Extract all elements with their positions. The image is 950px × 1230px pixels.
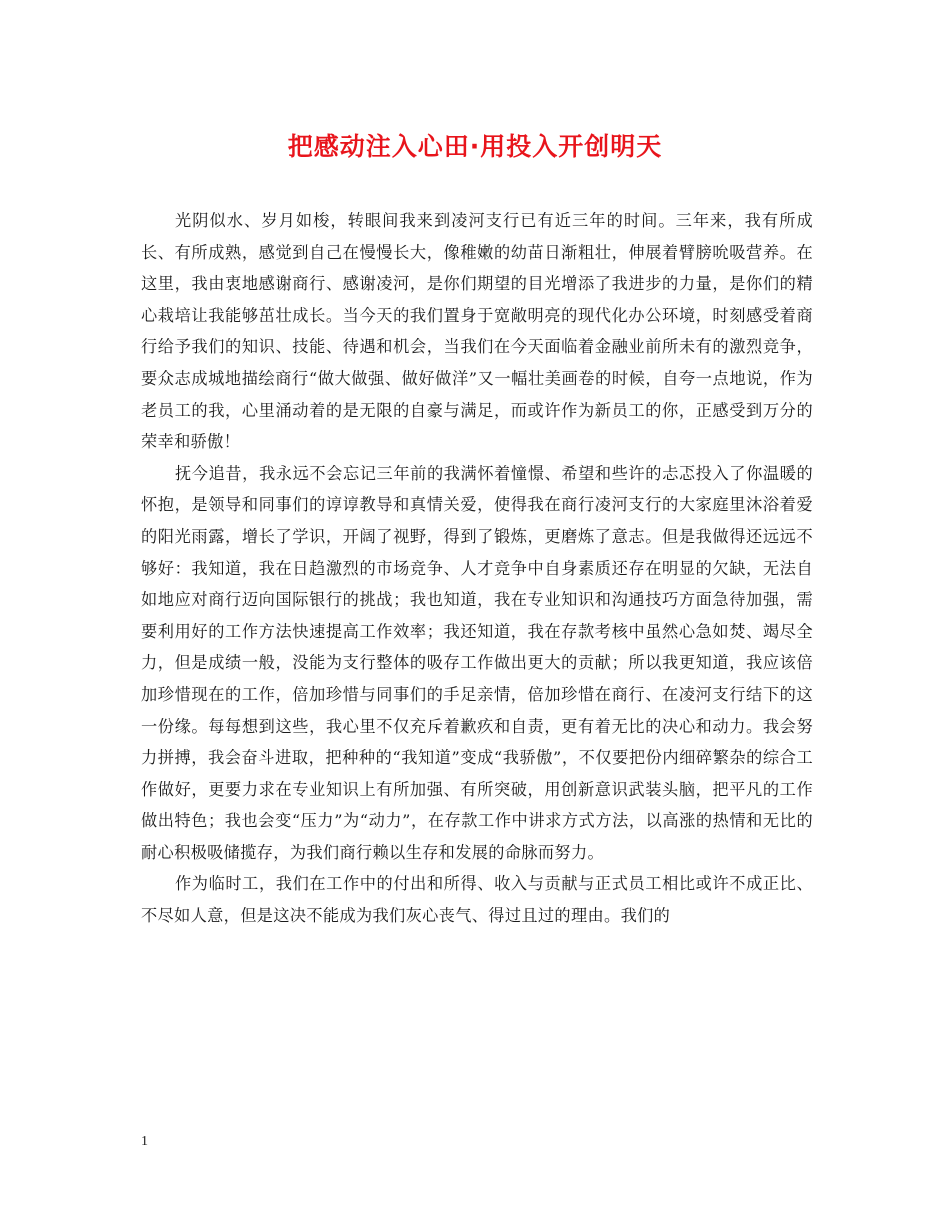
paragraph-3: 作为临时工，我们在工作中的付出和所得、收入与贡献与正式员工相比或许不成正比、不尽如人意，但是这决不能成为我们灰心丧气、得过且过的理由。我们的: [141, 874, 813, 926]
document-body: [141, 205, 813, 932]
paragraph-1: 光阴似水、岁月如梭，转眼间我来到凌河支行已有近三年的时间。三年来，我有所成长、有所成熟，感觉到自己在慢慢长大，像稚嫩的幼苗日渐粗壮，伸展着臂膀吮吸营养。在这里，我由衷地感谢商行、感谢凌河，是你们期望的目光增添了我进步的力量，是你们的精心栽培让我能够茁壮成长。当今天的我们置身于宽敞明亮的现代化办公环境，时刻感受着商行给予我们的知识、技能、待遇和机会，当我们在今天面临着金融业前所未有的激烈竞争，要众志成城地描绘商行“做大做强、做好做洋”又一幅壮美画卷的时候，自夸一点地说，作为老员工的我，心里涌动着的是无限的自豪与满足，而或许作为新员工的你，正感受到万分的荣幸和骄傲！: [141, 211, 813, 452]
document-title: 把感动注入心田·用投入开创明天: [287, 132, 663, 161]
page-number: 1: [141, 1134, 148, 1149]
paragraph-2: 抚今追昔，我永远不会忘记三年前的我满怀着憧憬、希望和些许的忐忑投入了你温暖的怀抱，是领导和同事们的谆谆教导和真情关爱，使得我在商行凌河支行的大家庭里沐浴着爱的阳光雨露，增长了学识，开阔了视野，得到了锻炼，更磨炼了意志。但是我做得还远远不够好：我知道，我在日趋激烈的市场竞争、人才竞争中自身素质还存在明显的欠缺，无法自如地应对商行迈向国际银行的挑战；我也知道，我在专业知识和沟通技巧方面急待加强，需要利用好的工作方法快速提高工作效率；我还知道，我在存款考核中虽然心急如焚、竭尽全力，但是成绩一般，没能为支行整体的吸存工作做出更大的贡献；所以我更知道，我应该倍加珍惜现在的工作，倍加珍惜与同事们的手足亲情，倍加珍惜在商行、在凌河支行结下的这一份缘。每每想到这些，我心里不仅充斥着歉疚和自责，更有着无比的决心和动力。我会努力拼搏，我会奋斗进取，把种种的“我知道”变成“我骄傲”，不仅要把份内细碎繁杂的综合工作做好，更要力求在专业知识上有所加强、有所突破，用创新意识武装头脑，把平凡的工作做出特色；我也会变“压力”为“动力”，在存款工作中讲求方式方法，以高涨的热情和无比的耐心积极吸储揽存，为我们商行赖以生存和发展的命脉而努力。: [141, 463, 813, 862]
